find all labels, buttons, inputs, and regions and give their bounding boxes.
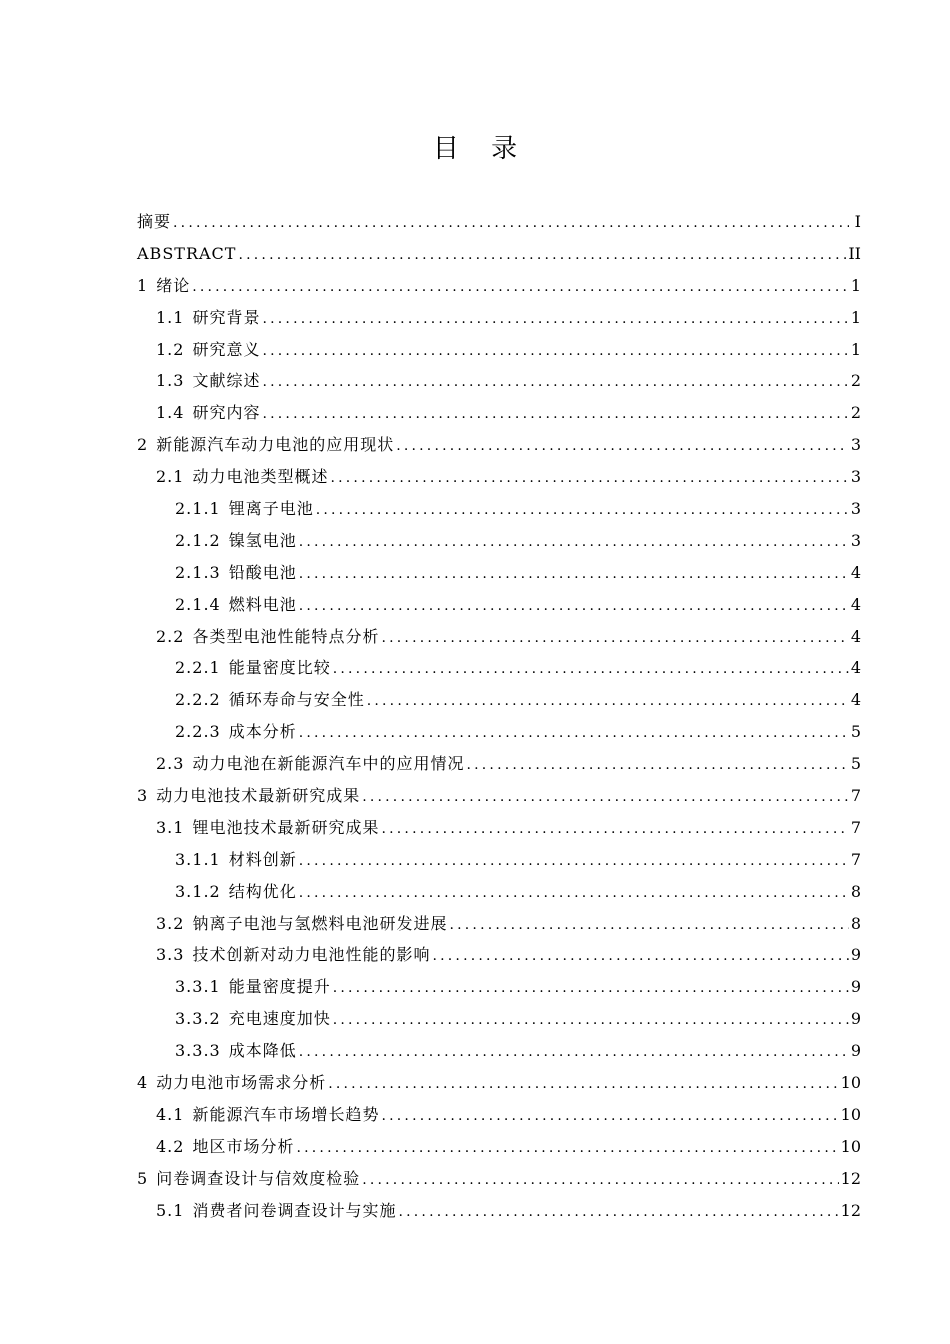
- toc-entry[interactable]: [137, 270, 861, 302]
- toc-entry[interactable]: [137, 652, 861, 684]
- toc-entry-number: 2.1.2: [175, 530, 221, 550]
- toc-entry[interactable]: [137, 716, 861, 748]
- toc-entry[interactable]: [137, 1195, 861, 1227]
- toc-entry-number: 2.2.1: [175, 658, 221, 678]
- toc-entry-number: 4.2: [156, 1136, 185, 1156]
- toc-dot-leader: [333, 654, 849, 686]
- toc-entry[interactable]: [137, 461, 861, 493]
- toc-dot-leader: [466, 750, 848, 782]
- toc-entry-number: 2.2.2: [175, 690, 221, 710]
- toc-entry-title: 材料创新: [228, 849, 297, 869]
- toc-entry[interactable]: [137, 684, 861, 716]
- toc-entry-title: 充电速度加快: [228, 1009, 331, 1029]
- toc-entry-page-number: 4: [850, 594, 861, 614]
- toc-entry-page-number: 8: [850, 881, 861, 901]
- toc-entry-page-number: I: [854, 212, 861, 231]
- toc-entry-title: ABSTRACT: [137, 243, 237, 263]
- toc-dot-leader: [262, 336, 848, 368]
- toc-dot-leader: [262, 399, 848, 431]
- toc-dot-leader: [381, 623, 848, 655]
- toc-dot-leader: [330, 463, 848, 495]
- toc-entry[interactable]: [137, 493, 861, 525]
- toc-dot-leader: [333, 973, 849, 1005]
- toc-entry[interactable]: [137, 302, 861, 334]
- toc-entry-number: 4.1: [156, 1104, 185, 1124]
- toc-entry-page-number: 3: [850, 530, 861, 550]
- toc-entry-title: 成本降低: [228, 1041, 297, 1061]
- toc-entry-number: 3.3.3: [175, 1041, 221, 1061]
- toc-entry[interactable]: [137, 365, 861, 397]
- toc-dot-leader: [299, 846, 849, 878]
- toc-dot-leader: [299, 718, 849, 750]
- toc-dot-leader: [173, 208, 849, 240]
- toc-dot-leader: [432, 941, 848, 973]
- toc-entry-page-number: 12: [840, 1168, 861, 1188]
- toc-entry[interactable]: [137, 1163, 861, 1195]
- toc-entry-title: 能量密度提升: [228, 977, 331, 997]
- toc-entry-page-number: 1: [850, 307, 861, 327]
- toc-entry[interactable]: [137, 525, 861, 557]
- toc-entry-title: 锂电池技术最新研究成果: [192, 817, 380, 837]
- toc-entry-number: 5.1: [156, 1200, 185, 1220]
- toc-entry-title: 动力电池技术最新研究成果: [156, 786, 361, 806]
- toc-entry[interactable]: [137, 1035, 861, 1067]
- toc-entry[interactable]: [137, 206, 861, 238]
- toc-entry-title: 铅酸电池: [228, 562, 297, 582]
- toc-entry-title: 循环寿命与安全性: [228, 690, 365, 710]
- toc-entry-number: 3.1: [156, 817, 185, 837]
- toc-dot-leader: [299, 1037, 849, 1069]
- toc-dot-leader: [299, 527, 849, 559]
- toc-entry-title: 结构优化: [228, 881, 297, 901]
- toc-entry-number: 2.2: [156, 626, 185, 646]
- toc-entry-page-number: 4: [850, 562, 861, 582]
- toc-dot-leader: [396, 431, 849, 463]
- toc-entry-number: 2.1.4: [175, 594, 221, 614]
- toc-dot-leader: [362, 782, 849, 814]
- page-title: 目 录: [432, 134, 530, 164]
- toc-entry-page-number: 4: [850, 690, 861, 710]
- toc-entry-number: 1.3: [156, 371, 185, 391]
- toc-entry[interactable]: [137, 557, 861, 589]
- toc-entry[interactable]: [137, 908, 861, 940]
- toc-entry[interactable]: [137, 621, 861, 653]
- toc-entry-title: 动力电池市场需求分析: [156, 1073, 327, 1093]
- toc-entry-page-number: 3: [850, 467, 861, 487]
- toc-dot-leader: [296, 1133, 838, 1165]
- toc-entry[interactable]: [137, 812, 861, 844]
- toc-dot-leader: [381, 814, 848, 846]
- toc-dot-leader: [299, 559, 849, 591]
- toc-entry-title: 燃料电池: [228, 594, 297, 614]
- toc-dot-leader: [328, 1069, 838, 1101]
- toc-entry-number: 2.2.3: [175, 722, 221, 742]
- toc-entry-number: 5: [137, 1168, 149, 1188]
- toc-entry-title: 摘要: [137, 212, 172, 231]
- toc-entry[interactable]: [137, 971, 861, 1003]
- toc-entry-number: 2.1.1: [175, 499, 221, 519]
- toc-entry-page-number: 10: [840, 1104, 861, 1124]
- toc-entry-page-number: 2: [850, 371, 861, 391]
- toc-entry-page-number: II: [848, 243, 861, 263]
- toc-entry-number: 3.3.1: [175, 977, 221, 997]
- toc-entry-number: 1.2: [156, 339, 185, 359]
- toc-entry-page-number: 2: [850, 403, 861, 423]
- toc-entry-number: 1.4: [156, 403, 185, 423]
- toc-entry-number: 2.1: [156, 467, 185, 487]
- toc-entry[interactable]: [137, 429, 861, 461]
- toc-entry-number: 3.1.2: [175, 881, 221, 901]
- toc-entry-page-number: 4: [850, 658, 861, 678]
- toc-entry-page-number: 3: [850, 435, 861, 455]
- toc-dot-leader: [299, 591, 849, 623]
- toc-entry[interactable]: [137, 844, 861, 876]
- toc-entry-page-number: 7: [850, 786, 861, 806]
- toc-entry[interactable]: [137, 1099, 861, 1131]
- toc-entry[interactable]: [137, 589, 861, 621]
- toc-dot-leader: [316, 495, 849, 527]
- toc-entry-page-number: 5: [850, 754, 861, 774]
- toc-entry-page-number: 12: [840, 1200, 861, 1220]
- toc-entry-title: 地区市场分析: [192, 1136, 295, 1156]
- toc-entry-title: 钠离子电池与氢燃料电池研发进展: [192, 913, 448, 933]
- toc-entry-page-number: 4: [850, 626, 861, 646]
- toc-entry-title: 消费者问卷调查设计与实施: [192, 1200, 397, 1220]
- toc-entry-page-number: 10: [840, 1073, 861, 1093]
- toc-entry-page-number: 10: [840, 1136, 861, 1156]
- toc-entry-title: 各类型电池性能特点分析: [192, 626, 380, 646]
- toc-entry-number: 3: [137, 786, 149, 806]
- toc-entry-number: 3.1.1: [175, 849, 221, 869]
- toc-entry-number: 3.2: [156, 913, 185, 933]
- toc-entry-page-number: 7: [850, 817, 861, 837]
- toc-entry-title: 新能源汽车市场增长趋势: [192, 1104, 380, 1124]
- toc-entry-title: 镍氢电池: [228, 530, 297, 550]
- toc-entry-number: 4: [137, 1073, 149, 1093]
- toc-entry[interactable]: [137, 1131, 861, 1163]
- toc-entry-page-number: 8: [850, 913, 861, 933]
- toc-entry-page-number: 5: [850, 722, 861, 742]
- toc-entry-number: 2: [137, 435, 149, 455]
- toc-dot-leader: [192, 272, 849, 304]
- toc-entry-title: 动力电池在新能源汽车中的应用情况: [192, 754, 465, 774]
- toc-entry[interactable]: [137, 238, 861, 270]
- toc-entry-title: 成本分析: [228, 722, 297, 742]
- toc-entry-page-number: 7: [850, 849, 861, 869]
- toc-entry[interactable]: [137, 939, 861, 971]
- toc-entry-page-number: 3: [850, 499, 861, 519]
- toc-entry[interactable]: [137, 334, 861, 366]
- toc-entry-title: 研究意义: [192, 339, 261, 359]
- toc-entry[interactable]: [137, 1003, 861, 1035]
- toc-entry-number: 3.3.2: [175, 1009, 221, 1029]
- toc-entry-number: 2.3: [156, 754, 185, 774]
- toc-entry[interactable]: [137, 397, 861, 429]
- toc-entry-title: 新能源汽车动力电池的应用现状: [156, 435, 395, 455]
- toc-dot-leader: [367, 686, 849, 718]
- toc-entry-number: 1.1: [156, 307, 185, 327]
- toc-dot-leader: [262, 304, 848, 336]
- toc-entry[interactable]: [137, 748, 861, 780]
- toc-dot-leader: [398, 1197, 838, 1229]
- toc-entry-number: 3.3: [156, 945, 185, 965]
- toc-entry-title: 问卷调查设计与信效度检验: [156, 1168, 361, 1188]
- toc-entry-title: 绪论: [156, 275, 191, 295]
- toc-entry-page-number: 1: [850, 339, 861, 359]
- toc-dot-leader: [449, 910, 848, 942]
- toc-dot-leader: [333, 1005, 849, 1037]
- toc-entry-title: 锂离子电池: [228, 499, 314, 519]
- toc-dot-leader: [262, 367, 848, 399]
- toc-entry-page-number: 9: [850, 1041, 861, 1061]
- toc-entry-page-number: 9: [850, 1009, 861, 1029]
- toc-entry[interactable]: [137, 1067, 861, 1099]
- table-of-contents: [137, 206, 861, 1227]
- toc-entry-page-number: 9: [850, 945, 861, 965]
- toc-entry[interactable]: [137, 876, 861, 908]
- toc-entry-title: 技术创新对动力电池性能的影响: [192, 945, 431, 965]
- toc-entry-number: 2.1.3: [175, 562, 221, 582]
- toc-dot-leader: [299, 878, 849, 910]
- toc-dot-leader: [381, 1101, 838, 1133]
- toc-entry-page-number: 9: [850, 977, 861, 997]
- toc-entry-number: 1: [137, 275, 149, 295]
- toc-entry-title: 研究背景: [192, 307, 261, 327]
- toc-dot-leader: [238, 240, 846, 272]
- toc-entry[interactable]: [137, 780, 861, 812]
- toc-entry-page-number: 1: [850, 275, 861, 295]
- toc-entry-title: 动力电池类型概述: [192, 467, 329, 487]
- toc-entry-title: 研究内容: [192, 403, 261, 423]
- toc-entry-title: 文献综述: [192, 371, 261, 391]
- toc-entry-title: 能量密度比较: [228, 658, 331, 678]
- toc-dot-leader: [362, 1165, 838, 1197]
